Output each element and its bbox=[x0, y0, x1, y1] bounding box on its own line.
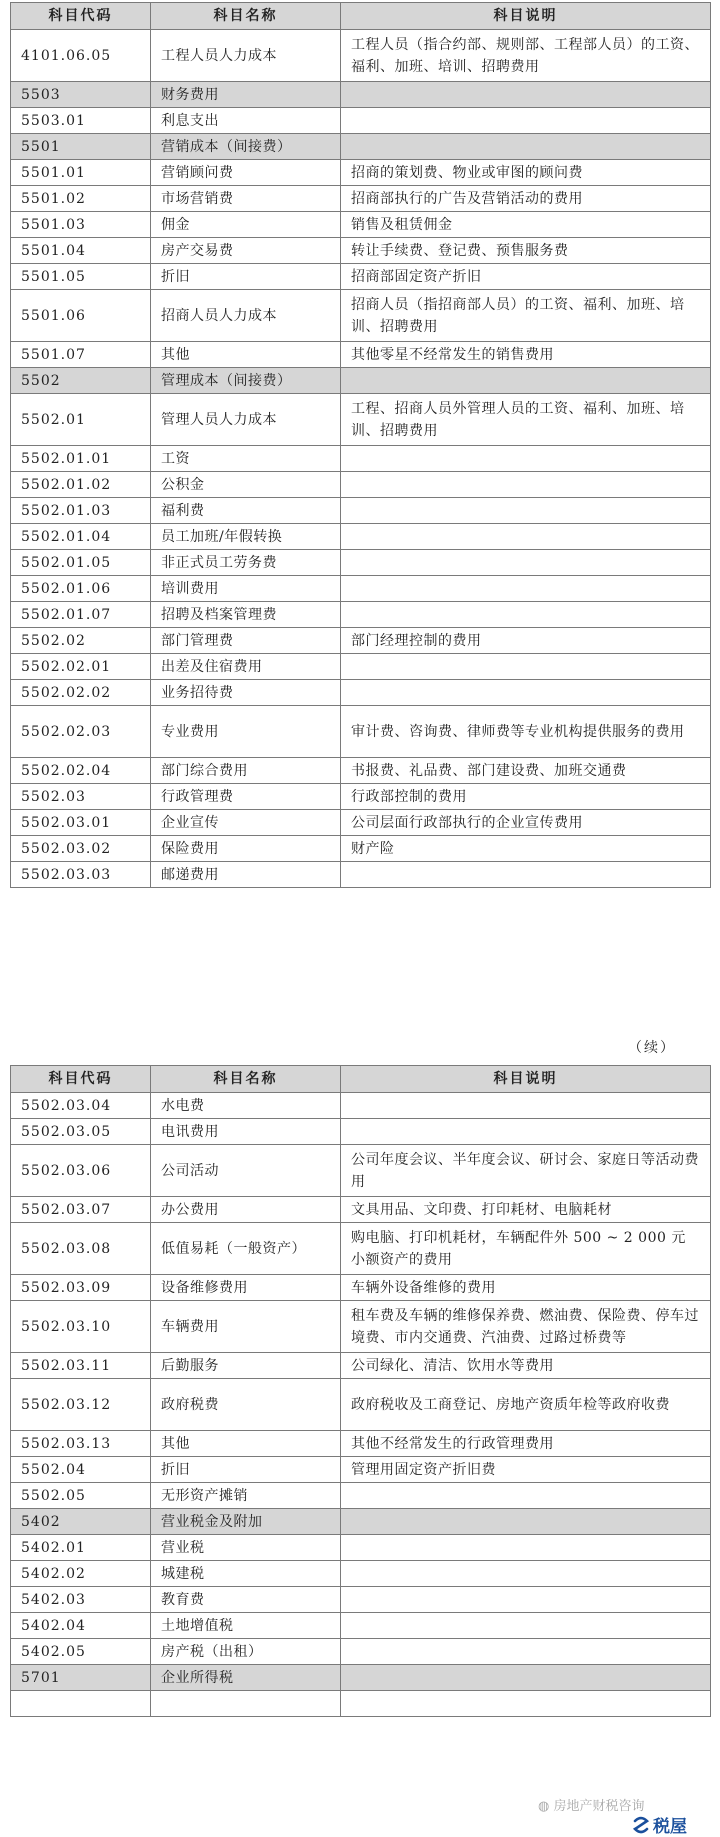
table-group-row bbox=[11, 368, 711, 394]
account-name-cell: 后勤服务 bbox=[151, 1353, 341, 1379]
table-row bbox=[11, 1483, 711, 1509]
account-name-cell: 电讯费用 bbox=[151, 1119, 341, 1145]
account-name-cell: 房产税（出租） bbox=[151, 1639, 341, 1665]
account-desc-cell bbox=[341, 550, 711, 576]
account-name-cell: 培训费用 bbox=[151, 576, 341, 602]
account-code-cell: 5501.04 bbox=[11, 238, 151, 264]
table-row bbox=[11, 446, 711, 472]
table-row bbox=[11, 524, 711, 550]
header-code: 科目代码 bbox=[11, 1066, 151, 1093]
header-name: 科目名称 bbox=[151, 3, 341, 30]
account-desc-cell: 财产险 bbox=[341, 836, 711, 862]
wechat-watermark-text: 房地产财税咨询 bbox=[553, 1799, 645, 1814]
account-name-cell: 公积金 bbox=[151, 472, 341, 498]
account-desc-cell bbox=[341, 862, 711, 888]
table-row bbox=[11, 498, 711, 524]
table-row bbox=[11, 1223, 711, 1275]
table-row bbox=[11, 1379, 711, 1431]
table-header-row bbox=[11, 3, 711, 30]
account-desc-cell bbox=[341, 524, 711, 550]
account-code-cell: 5501 bbox=[11, 134, 151, 160]
table-row bbox=[11, 654, 711, 680]
account-code-cell: 5402.03 bbox=[11, 1587, 151, 1613]
account-name-cell: 佣金 bbox=[151, 212, 341, 238]
account-name-cell: 企业所得税 bbox=[151, 1665, 341, 1691]
account-desc-cell: 招商人员（指招商部人员）的工资、福利、加班、培训、招聘费用 bbox=[341, 290, 711, 342]
account-name-cell: 招商人员人力成本 bbox=[151, 290, 341, 342]
account-desc-cell: 审计费、咨询费、律师费等专业机构提供服务的费用 bbox=[341, 706, 711, 758]
account-code-cell: 5402.02 bbox=[11, 1561, 151, 1587]
account-desc-cell: 招商的策划费、物业或审图的顾问费 bbox=[341, 160, 711, 186]
account-name-cell: 营业税金及附加 bbox=[151, 1509, 341, 1535]
account-code-cell bbox=[11, 1691, 151, 1717]
account-name-cell: 出差及住宿费用 bbox=[151, 654, 341, 680]
header-name: 科目名称 bbox=[151, 1066, 341, 1093]
table-row bbox=[11, 1535, 711, 1561]
table-row bbox=[11, 1275, 711, 1301]
shuiwu-logo bbox=[632, 1812, 687, 1837]
account-name-cell: 营业税 bbox=[151, 1535, 341, 1561]
account-name-cell: 办公费用 bbox=[151, 1197, 341, 1223]
account-desc-cell: 公司层面行政部执行的企业宣传费用 bbox=[341, 810, 711, 836]
account-name-cell: 保险费用 bbox=[151, 836, 341, 862]
account-name-cell: 政府税费 bbox=[151, 1379, 341, 1431]
header-desc: 科目说明 bbox=[341, 3, 711, 30]
account-desc-cell bbox=[341, 108, 711, 134]
account-name-cell: 折旧 bbox=[151, 264, 341, 290]
account-desc-cell bbox=[341, 576, 711, 602]
account-desc-cell bbox=[341, 1535, 711, 1561]
table-row bbox=[11, 550, 711, 576]
account-name-cell: 设备维修费用 bbox=[151, 1275, 341, 1301]
account-desc-cell bbox=[341, 368, 711, 394]
account-code-cell: 5502.01.03 bbox=[11, 498, 151, 524]
account-code-cell: 5501.06 bbox=[11, 290, 151, 342]
account-desc-cell: 工程、招商人员外管理人员的工资、福利、加班、培训、招聘费用 bbox=[341, 394, 711, 446]
account-desc-cell: 工程人员（指合约部、规则部、工程部人员）的工资、福利、加班、培训、招聘费用 bbox=[341, 30, 711, 82]
account-desc-cell: 行政部控制的费用 bbox=[341, 784, 711, 810]
account-desc-cell bbox=[341, 1561, 711, 1587]
account-name-cell: 部门管理费 bbox=[151, 628, 341, 654]
account-name-cell: 工程人员人力成本 bbox=[151, 30, 341, 82]
account-desc-cell: 招商部执行的广告及营销活动的费用 bbox=[341, 186, 711, 212]
account-code-cell: 5502.03.12 bbox=[11, 1379, 151, 1431]
account-name-cell: 管理人员人力成本 bbox=[151, 394, 341, 446]
table-row bbox=[11, 1613, 711, 1639]
account-code-cell: 5503.01 bbox=[11, 108, 151, 134]
account-desc-cell bbox=[341, 82, 711, 108]
table-row bbox=[11, 394, 711, 446]
account-code-cell: 5502.01.01 bbox=[11, 446, 151, 472]
account-desc-cell: 转让手续费、登记费、预售服务费 bbox=[341, 238, 711, 264]
account-desc-cell bbox=[341, 1691, 711, 1717]
account-code-cell: 5502.03.05 bbox=[11, 1119, 151, 1145]
account-code-cell: 5502.03.03 bbox=[11, 862, 151, 888]
account-code-cell: 5502.02.04 bbox=[11, 758, 151, 784]
account-name-cell: 车辆费用 bbox=[151, 1301, 341, 1353]
account-desc-cell: 购电脑、打印机耗材，车辆配件外 500 ~ 2 000 元小额资产的费用 bbox=[341, 1223, 711, 1275]
account-name-cell: 招聘及档案管理费 bbox=[151, 602, 341, 628]
account-desc-cell: 部门经理控制的费用 bbox=[341, 628, 711, 654]
table-row bbox=[11, 810, 711, 836]
account-desc-cell bbox=[341, 1665, 711, 1691]
table-row bbox=[11, 160, 711, 186]
account-name-cell: 员工加班/年假转换 bbox=[151, 524, 341, 550]
table-row bbox=[11, 706, 711, 758]
account-desc-cell bbox=[341, 1093, 711, 1119]
table-row bbox=[11, 1093, 711, 1119]
table-body-part1 bbox=[11, 30, 711, 888]
table-row bbox=[11, 1561, 711, 1587]
account-table-part1 bbox=[10, 2, 711, 888]
table-row bbox=[11, 290, 711, 342]
table-group-row bbox=[11, 1509, 711, 1535]
table-row bbox=[11, 784, 711, 810]
account-name-cell: 财务费用 bbox=[151, 82, 341, 108]
account-name-cell: 教育费 bbox=[151, 1587, 341, 1613]
account-desc-cell: 公司绿化、清洁、饮用水等费用 bbox=[341, 1353, 711, 1379]
account-name-cell: 折旧 bbox=[151, 1457, 341, 1483]
account-name-cell: 市场营销费 bbox=[151, 186, 341, 212]
account-code-cell: 5502.01.05 bbox=[11, 550, 151, 576]
account-name-cell: 非正式员工劳务费 bbox=[151, 550, 341, 576]
table-row bbox=[11, 264, 711, 290]
account-code-cell: 5503 bbox=[11, 82, 151, 108]
table-row bbox=[11, 836, 711, 862]
account-code-cell: 5502.02.02 bbox=[11, 680, 151, 706]
account-code-cell: 5402.05 bbox=[11, 1639, 151, 1665]
account-code-cell: 5502 bbox=[11, 368, 151, 394]
account-name-cell: 管理成本（间接费） bbox=[151, 368, 341, 394]
account-table-part2 bbox=[10, 1065, 711, 1717]
account-code-cell: 5502.03.02 bbox=[11, 836, 151, 862]
account-name-cell: 利息支出 bbox=[151, 108, 341, 134]
account-desc-cell bbox=[341, 134, 711, 160]
account-code-cell: 5502.01.02 bbox=[11, 472, 151, 498]
table-row bbox=[11, 758, 711, 784]
account-code-cell: 5502.03.01 bbox=[11, 810, 151, 836]
shuiwu-logo-text: 税屋 bbox=[653, 1817, 687, 1837]
account-name-cell: 房产交易费 bbox=[151, 238, 341, 264]
account-name-cell: 专业费用 bbox=[151, 706, 341, 758]
account-code-cell: 5502.05 bbox=[11, 1483, 151, 1509]
account-name-cell: 企业宣传 bbox=[151, 810, 341, 836]
account-desc-cell: 书报费、礼品费、部门建设费、加班交通费 bbox=[341, 758, 711, 784]
account-code-cell: 5501.07 bbox=[11, 342, 151, 368]
table-header-row bbox=[11, 1066, 711, 1093]
account-desc-cell bbox=[341, 446, 711, 472]
table-row bbox=[11, 628, 711, 654]
table-row bbox=[11, 602, 711, 628]
account-name-cell: 营销成本（间接费） bbox=[151, 134, 341, 160]
account-desc-cell: 租车费及车辆的维修保养费、燃油费、保险费、停车过境费、市内交通费、汽油费、过路过桥费等 bbox=[341, 1301, 711, 1353]
account-desc-cell: 管理用固定资产折旧费 bbox=[341, 1457, 711, 1483]
continued-label: （续） bbox=[628, 1040, 676, 1056]
account-name-cell: 业务招待费 bbox=[151, 680, 341, 706]
account-desc-cell: 车辆外设备维修的费用 bbox=[341, 1275, 711, 1301]
table-row bbox=[11, 30, 711, 82]
table-row bbox=[11, 1691, 711, 1717]
table-row bbox=[11, 212, 711, 238]
table-row bbox=[11, 108, 711, 134]
account-code-cell: 5402 bbox=[11, 1509, 151, 1535]
account-code-cell: 5402.01 bbox=[11, 1535, 151, 1561]
wechat-watermark bbox=[538, 1795, 645, 1814]
account-desc-cell: 其他零星不经常发生的销售费用 bbox=[341, 342, 711, 368]
account-code-cell: 5502.02.03 bbox=[11, 706, 151, 758]
account-name-cell: 工资 bbox=[151, 446, 341, 472]
account-name-cell: 营销顾问费 bbox=[151, 160, 341, 186]
account-desc-cell bbox=[341, 1587, 711, 1613]
table-row bbox=[11, 342, 711, 368]
account-code-cell: 5502.02.01 bbox=[11, 654, 151, 680]
account-name-cell: 其他 bbox=[151, 342, 341, 368]
account-desc-cell bbox=[341, 602, 711, 628]
account-code-cell: 5502.03.13 bbox=[11, 1431, 151, 1457]
account-name-cell: 福利费 bbox=[151, 498, 341, 524]
account-desc-cell bbox=[341, 1119, 711, 1145]
account-code-cell: 5501.02 bbox=[11, 186, 151, 212]
account-desc-cell bbox=[341, 498, 711, 524]
account-desc-cell: 公司年度会议、半年度会议、研讨会、家庭日等活动费用 bbox=[341, 1145, 711, 1197]
account-code-cell: 5502.04 bbox=[11, 1457, 151, 1483]
account-desc-cell bbox=[341, 1509, 711, 1535]
account-name-cell: 低值易耗（一般资产） bbox=[151, 1223, 341, 1275]
account-code-cell: 5502.03.10 bbox=[11, 1301, 151, 1353]
header-desc: 科目说明 bbox=[341, 1066, 711, 1093]
account-code-cell: 5501.01 bbox=[11, 160, 151, 186]
account-name-cell: 无形资产摊销 bbox=[151, 1483, 341, 1509]
table-row bbox=[11, 1639, 711, 1665]
account-desc-cell: 销售及租赁佣金 bbox=[341, 212, 711, 238]
account-name-cell: 部门综合费用 bbox=[151, 758, 341, 784]
account-name-cell bbox=[151, 1691, 341, 1717]
table-row bbox=[11, 186, 711, 212]
account-name-cell: 其他 bbox=[151, 1431, 341, 1457]
account-desc-cell bbox=[341, 680, 711, 706]
shuiwu-logo-icon bbox=[632, 1816, 650, 1834]
table-group-row bbox=[11, 1665, 711, 1691]
account-code-cell: 5502.03.04 bbox=[11, 1093, 151, 1119]
table-row bbox=[11, 1119, 711, 1145]
account-desc-cell bbox=[341, 1483, 711, 1509]
table-row bbox=[11, 1353, 711, 1379]
account-desc-cell: 政府税收及工商登记、房地产资质年检等政府收费 bbox=[341, 1379, 711, 1431]
table-row bbox=[11, 1197, 711, 1223]
account-name-cell: 公司活动 bbox=[151, 1145, 341, 1197]
table-row bbox=[11, 1145, 711, 1197]
table-row bbox=[11, 238, 711, 264]
table-row bbox=[11, 1457, 711, 1483]
account-desc-cell: 其他不经常发生的行政管理费用 bbox=[341, 1431, 711, 1457]
account-name-cell: 城建税 bbox=[151, 1561, 341, 1587]
account-code-cell: 5502.01 bbox=[11, 394, 151, 446]
account-desc-cell: 招商部固定资产折旧 bbox=[341, 264, 711, 290]
account-code-cell: 4101.06.05 bbox=[11, 30, 151, 82]
table-row bbox=[11, 680, 711, 706]
account-desc-cell bbox=[341, 1613, 711, 1639]
account-code-cell: 5402.04 bbox=[11, 1613, 151, 1639]
account-code-cell: 5502.01.04 bbox=[11, 524, 151, 550]
table-body-part2 bbox=[11, 1093, 711, 1717]
account-code-cell: 5502.03.09 bbox=[11, 1275, 151, 1301]
account-code-cell: 5502.03.07 bbox=[11, 1197, 151, 1223]
account-code-cell: 5502.03.11 bbox=[11, 1353, 151, 1379]
account-desc-cell: 文具用品、文印费、打印耗材、电脑耗材 bbox=[341, 1197, 711, 1223]
account-desc-cell bbox=[341, 472, 711, 498]
account-code-cell: 5502.03.06 bbox=[11, 1145, 151, 1197]
account-name-cell: 邮递费用 bbox=[151, 862, 341, 888]
account-code-cell: 5502.03 bbox=[11, 784, 151, 810]
account-code-cell: 5502.03.08 bbox=[11, 1223, 151, 1275]
account-code-cell: 5501.03 bbox=[11, 212, 151, 238]
account-code-cell: 5502.01.06 bbox=[11, 576, 151, 602]
account-code-cell: 5701 bbox=[11, 1665, 151, 1691]
table-group-row bbox=[11, 82, 711, 108]
account-code-cell: 5502.01.07 bbox=[11, 602, 151, 628]
header-code: 科目代码 bbox=[11, 3, 151, 30]
account-code-cell: 5501.05 bbox=[11, 264, 151, 290]
table-row bbox=[11, 1301, 711, 1353]
table-row bbox=[11, 576, 711, 602]
account-name-cell: 水电费 bbox=[151, 1093, 341, 1119]
table-row bbox=[11, 862, 711, 888]
table-row bbox=[11, 1431, 711, 1457]
table-row bbox=[11, 1587, 711, 1613]
account-desc-cell bbox=[341, 1639, 711, 1665]
account-name-cell: 土地增值税 bbox=[151, 1613, 341, 1639]
account-desc-cell bbox=[341, 654, 711, 680]
wechat-icon: ◍ bbox=[538, 1799, 550, 1814]
account-name-cell: 行政管理费 bbox=[151, 784, 341, 810]
account-code-cell: 5502.02 bbox=[11, 628, 151, 654]
table-group-row bbox=[11, 134, 711, 160]
table-row bbox=[11, 472, 711, 498]
